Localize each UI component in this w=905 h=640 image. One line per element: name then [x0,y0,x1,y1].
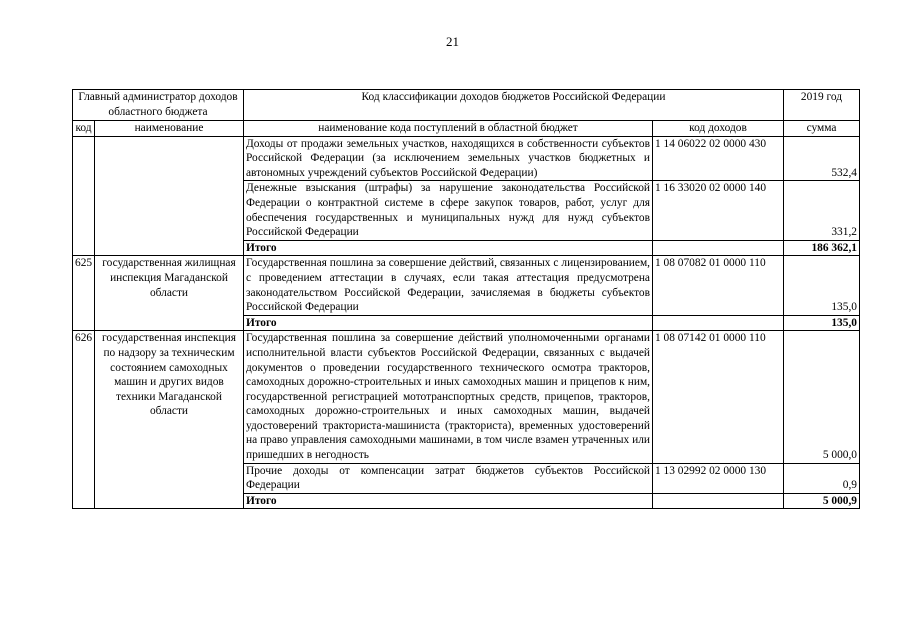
page-number: 21 [446,34,459,49]
header-classification: Код классификации доходов бюджетов Российской Федерации [244,90,784,121]
total-code-cell [653,493,784,509]
total-label: Итого [244,315,653,331]
header-col-amount: сумма [784,121,860,137]
header-col-revenue-code: код доходов [653,121,784,137]
revenue-code-cell: 1 13 02992 02 0000 130 [653,463,784,493]
admin-name-cell [95,136,244,256]
total-code-cell [653,240,784,256]
amount-cell: 331,2 [784,181,860,240]
admin-code-cell: 625 [73,256,95,331]
header-col-revenue-name: наименование кода поступлений в областной бюджет [244,121,653,137]
revenue-name-cell: Государственная пошлина за совершение действий, связанных с лицензированием, с проведением аттестации в случаях, если такая аттестация предусмотрена законодательством Российской Федерации, зачисляемая в бюджеты субъектов Российской Федерации [244,256,653,315]
header-admin-group: Главный администратор доходов областного бюджета [73,90,244,121]
revenue-name-cell: Прочие доходы от компенсации затрат бюджетов субъектов Российской Федерации [244,463,653,493]
total-amount: 5 000,9 [784,493,860,509]
amount-cell: 532,4 [784,136,860,181]
table-row [73,256,860,315]
admin-name-cell: государственная жилищная инспекция Магаданской области [95,256,244,331]
total-label: Итого [244,493,653,509]
revenue-code-cell: 1 08 07142 01 0000 110 [653,331,784,463]
header-row-sub [73,121,860,137]
revenue-code-cell: 1 16 33020 02 0000 140 [653,181,784,240]
amount-cell: 0,9 [784,463,860,493]
total-amount: 135,0 [784,315,860,331]
revenue-name-cell: Денежные взыскания (штрафы) за нарушение законодательства Российской Федерации о контрактной системе в сфере закупок товаров, работ, услуг для обеспечения государственных и муниципальных нужд для нужд субъектов Российской Федерации [244,181,653,240]
revenue-code-cell: 1 08 07082 01 0000 110 [653,256,784,315]
admin-name-cell: государственная инспекция по надзору за техническим состоянием самоходных машин и других видов техники Магаданской области [95,331,244,509]
admin-code-cell: 626 [73,331,95,509]
amount-cell: 135,0 [784,256,860,315]
header-col-code: код [73,121,95,137]
table-row [73,136,860,181]
header-row-top [73,90,860,121]
total-amount: 186 362,1 [784,240,860,256]
amount-cell: 5 000,0 [784,331,860,463]
total-label: Итого [244,240,653,256]
header-col-name: наименование [95,121,244,137]
header-year: 2019 год [784,90,860,121]
table-row [73,331,860,463]
admin-code-cell [73,136,95,256]
revenue-code-cell: 1 14 06022 02 0000 430 [653,136,784,181]
total-code-cell [653,315,784,331]
revenue-name-cell: Доходы от продажи земельных участков, находящихся в собственности субъектов Российской Федерации (за исключением земельных участков бюджетных и автономных учреждений субъектов Российской Федерации) [244,136,653,181]
revenue-name-cell: Государственная пошлина за совершение действий уполномоченными органами исполнительной власти субъектов Российской Федерации, связанных с выдачей документов о проведении государственного технического осмотра тракторов, самоходных дорожно-строительных и иных самоходных машин и прицепов к ним, государственной регистрацией мототранспортных средств, прицепов, тракторов, самоходных дорожно-строительных и иных самоходных машин, выдачей удостоверений тракториста-машиниста (тракториста), временных удостоверений на право управления самоходными машинами, в том числе взамен утраченных или пришедших в негодность [244,331,653,463]
revenue-table [72,89,860,509]
